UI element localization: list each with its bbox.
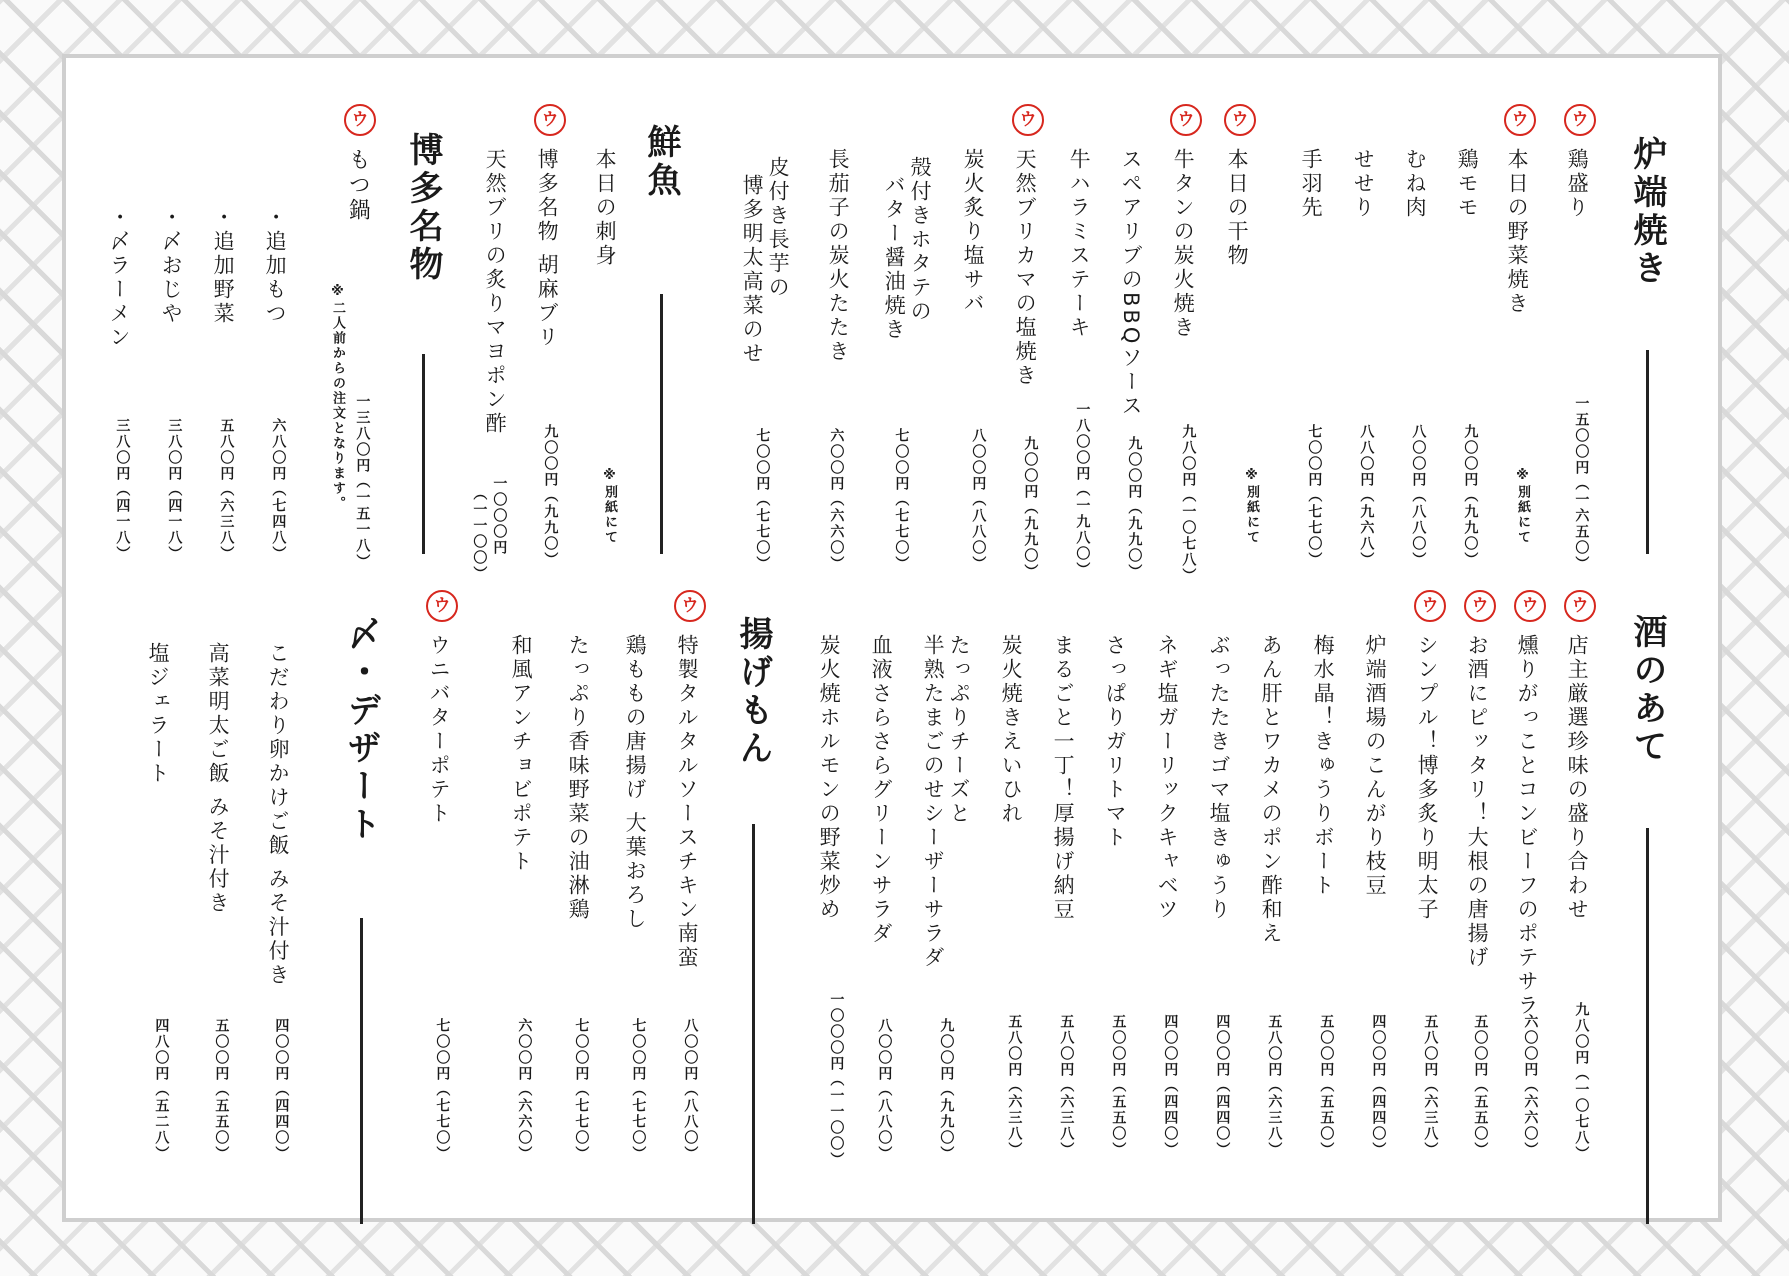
section-rule <box>660 294 663 554</box>
menu-item-name: たっぷりチーズと <box>947 634 972 826</box>
menu-item-price: 七〇〇円（七七〇） <box>573 1018 590 1162</box>
menu-item-name: あん肝とワカメのポン酢和え <box>1259 634 1284 946</box>
menu-item-name: 塩ジェラート <box>146 642 171 786</box>
section-title-robata: 炉端焼き <box>1627 136 1667 288</box>
recommend-badge-icon: ウ <box>426 590 458 622</box>
menu-item-name: 鶏盛り <box>1565 148 1590 220</box>
menu-item-price: 四八〇円（五二八） <box>153 1018 170 1162</box>
section-rule <box>1646 828 1649 1224</box>
recommend-badge-icon: ウ <box>1504 104 1536 136</box>
menu-item-name: 高菜明太ご飯 みそ汁付き <box>206 642 231 916</box>
menu-item-price: 六〇〇円（六六〇） <box>1522 1014 1539 1158</box>
menu-item-price: 一五〇〇円（一六五〇） <box>1573 396 1590 572</box>
menu-item-price: 八八〇円（九六八） <box>1358 424 1375 568</box>
menu-item-name: ・追加野菜 <box>211 206 236 326</box>
recommend-badge-icon: ウ <box>1564 104 1596 136</box>
menu-item-price: 九〇〇円（九九〇） <box>542 424 559 568</box>
menu-item-price: 四〇〇円（四四〇） <box>273 1018 290 1162</box>
menu-item-name: ウニバターポテト <box>427 634 452 826</box>
menu-item-price: 七〇〇円（七七〇） <box>754 428 771 572</box>
menu-item-name: 牛タンの炭火焼き <box>1171 148 1196 340</box>
menu-item-name: さっぱりガリトマト <box>1103 634 1128 850</box>
menu-item-name: ネギ塩ガーリックキャベツ <box>1155 634 1180 922</box>
menu-item-note: ※別紙にて <box>1515 468 1530 545</box>
menu-item-price: 三八〇円（四一八） <box>166 418 183 562</box>
menu-item-price: 五八〇円（六三八） <box>1266 1014 1283 1158</box>
menu-item-price: 六八〇円（七四八） <box>270 418 287 562</box>
menu-item-name: ・〆ラーメン <box>107 206 132 350</box>
section-title-sake-no-ate: 酒のあて <box>1627 614 1667 766</box>
recommend-badge-icon: ウ <box>1564 590 1596 622</box>
section-rule <box>422 354 425 554</box>
menu-item-name: 博多名物 胡麻ブリ <box>535 148 560 350</box>
menu-item-name: 天然ブリの炙りマヨポン酢 <box>483 148 508 436</box>
menu-item-price: 三八〇円（四一八） <box>114 418 131 562</box>
menu-item-name: 鶏モモ <box>1455 148 1480 220</box>
menu-item-price: 五八〇円（六三八） <box>218 418 235 562</box>
recommend-badge-icon: ウ <box>1012 104 1044 136</box>
menu-item-name: ・追加もつ <box>263 206 288 326</box>
section-title-shime: 〆・デザート <box>341 616 381 844</box>
menu-item-price: 八〇〇円（八八〇） <box>1410 424 1427 568</box>
menu-item-price: 五八〇円（六三八） <box>1006 1014 1023 1158</box>
menu-item-price: 八〇〇円（八八〇） <box>876 1018 893 1162</box>
menu-item-price: 五〇〇円（五五〇） <box>1472 1014 1489 1158</box>
menu-item-name: 本日の野菜焼き <box>1505 148 1530 316</box>
menu-item-name-line2: 半熟たまごのせシーザーサラダ <box>921 634 946 970</box>
recommend-badge-icon: ウ <box>344 104 376 136</box>
menu-item-name-line2: バター醤油焼き <box>882 174 907 342</box>
menu-item-name: 天然ブリカマの塩焼き <box>1013 148 1038 388</box>
menu-item-price: 五〇〇円（五五〇） <box>1318 1014 1335 1158</box>
menu-item-price-tax: （一一〇〇） <box>471 486 488 582</box>
menu-item-name: ぶったたきゴマ塩きゅうり <box>1207 634 1232 922</box>
menu-item-name: 梅水晶！きゅうりボート <box>1311 634 1336 898</box>
menu-item-price: 一〇〇〇円 <box>491 476 508 556</box>
menu-item-name: 炉端酒場のこんがり枝豆 <box>1363 634 1388 898</box>
menu-item-name: 牛ハラミステーキ <box>1067 148 1092 340</box>
menu-item-name: スペアリブのBBQソース <box>1119 148 1144 419</box>
recommend-badge-icon: ウ <box>674 590 706 622</box>
menu-item-name: こだわり卵かけご飯 みそ汁付き <box>266 642 291 988</box>
menu-item-note: ※別紙にて <box>1244 468 1259 545</box>
menu-item-price: 七〇〇円（七七〇） <box>630 1018 647 1162</box>
menu-item-name: シンプル！博多炙り明太子 <box>1415 634 1440 922</box>
menu-item-price: 四〇〇円（四四〇） <box>1370 1014 1387 1158</box>
menu-item-name: ・〆おじや <box>159 206 184 326</box>
menu-item-name: せせり <box>1351 148 1376 220</box>
menu-item-price: 六〇〇円（六六〇） <box>828 428 845 572</box>
section-rule <box>1646 350 1649 554</box>
menu-item-price: 一〇〇〇円（一一〇〇） <box>828 992 845 1168</box>
recommend-badge-icon: ウ <box>1514 590 1546 622</box>
menu-item-price: 四〇〇円（四四〇） <box>1214 1014 1231 1158</box>
menu-item-price: 八〇〇円（八八〇） <box>970 428 987 572</box>
menu-item-name: 店主厳選珍味の盛り合わせ <box>1565 634 1590 922</box>
recommend-badge-icon: ウ <box>534 104 566 136</box>
menu-item-price: 九〇〇円（九九〇） <box>1462 424 1479 568</box>
menu-item-price: 七〇〇円（七七〇） <box>1306 424 1323 568</box>
menu-item-name: 血液さらさらグリーンサラダ <box>869 634 894 946</box>
menu-card <box>62 54 1722 1222</box>
menu-item-name: 長茄子の炭火たたき <box>826 148 851 364</box>
menu-item-name: 手羽先 <box>1299 148 1324 220</box>
menu-item-name-line2: 博多明太高菜のせ <box>740 174 765 366</box>
menu-item-price: 四〇〇円（四四〇） <box>1162 1014 1179 1158</box>
menu-item-note: ※別紙にて <box>602 468 617 545</box>
menu-item-name: 炭火焼きえいひれ <box>999 634 1024 826</box>
menu-item-price: 一八〇〇円（一九八〇） <box>1074 402 1091 578</box>
menu-item-name: もつ鍋 <box>345 148 371 223</box>
menu-item-price: 八〇〇円（八八〇） <box>682 1018 699 1162</box>
menu-item-name: 鶏ももの唐揚げ 大葉おろし <box>623 634 648 932</box>
menu-item-price: 九〇〇円（九九〇） <box>1022 436 1039 580</box>
menu-item-name: まるごと一丁！厚揚げ納豆 <box>1051 634 1076 922</box>
menu-item-price: 九八〇円（一〇七八） <box>1180 424 1197 584</box>
menu-item-price: 九八〇円（一〇七八） <box>1573 1002 1590 1162</box>
menu-item-name: 特製タルタルソースチキン南蛮 <box>675 634 700 970</box>
section-rule <box>360 918 363 1224</box>
menu-item-price: 七〇〇円（七七〇） <box>434 1018 451 1162</box>
menu-item-price: 五八〇円（六三八） <box>1058 1014 1075 1158</box>
menu-item-price: 五八〇円（六三八） <box>1422 1014 1439 1158</box>
menu-item-price: 一三八〇円（一五一八） <box>354 394 371 570</box>
section-title-hakata: 博多名物 <box>403 132 443 284</box>
recommend-badge-icon: ウ <box>1170 104 1202 136</box>
menu-item-note: ※二人前からの注文となります。 <box>330 284 345 511</box>
menu-item-name: 本日の干物 <box>1225 148 1250 268</box>
menu-item-name: たっぷり香味野菜の油淋鶏 <box>566 634 591 922</box>
recommend-badge-icon: ウ <box>1414 590 1446 622</box>
section-rule <box>752 824 755 1224</box>
menu-item-price: 五〇〇円（五五〇） <box>1110 1014 1127 1158</box>
recommend-badge-icon: ウ <box>1224 104 1256 136</box>
menu-item-name: お酒にピッタリ！大根の唐揚げ <box>1465 634 1490 970</box>
menu-item-price: 九〇〇円（九九〇） <box>1126 436 1143 580</box>
menu-item-name: 和風アンチョビポテト <box>509 634 534 874</box>
section-title-agemon: 揚げもん <box>733 616 773 768</box>
menu-item-name: むね肉 <box>1403 148 1428 220</box>
menu-item-name: 炭火炙り塩サバ <box>961 148 986 316</box>
menu-item-name: 炭火焼ホルモンの野菜炒め <box>817 634 842 922</box>
menu-item-name: 燻りがっことコンビーフのポテサラ <box>1515 634 1540 1018</box>
menu-item-price: 五〇〇円（五五〇） <box>213 1018 230 1162</box>
menu-item-price: 六〇〇円（六六〇） <box>516 1018 533 1162</box>
menu-item-name: 殻付きホタテの <box>908 156 933 324</box>
menu-item-price: 七〇〇円（七七〇） <box>893 428 910 572</box>
section-title-sengyo: 鮮魚 <box>641 124 681 200</box>
menu-item-name: 本日の刺身 <box>593 148 618 268</box>
menu-item-price: 九〇〇円（九九〇） <box>938 1018 955 1162</box>
menu-item-name: 皮付き長芋の <box>766 156 791 300</box>
recommend-badge-icon: ウ <box>1464 590 1496 622</box>
